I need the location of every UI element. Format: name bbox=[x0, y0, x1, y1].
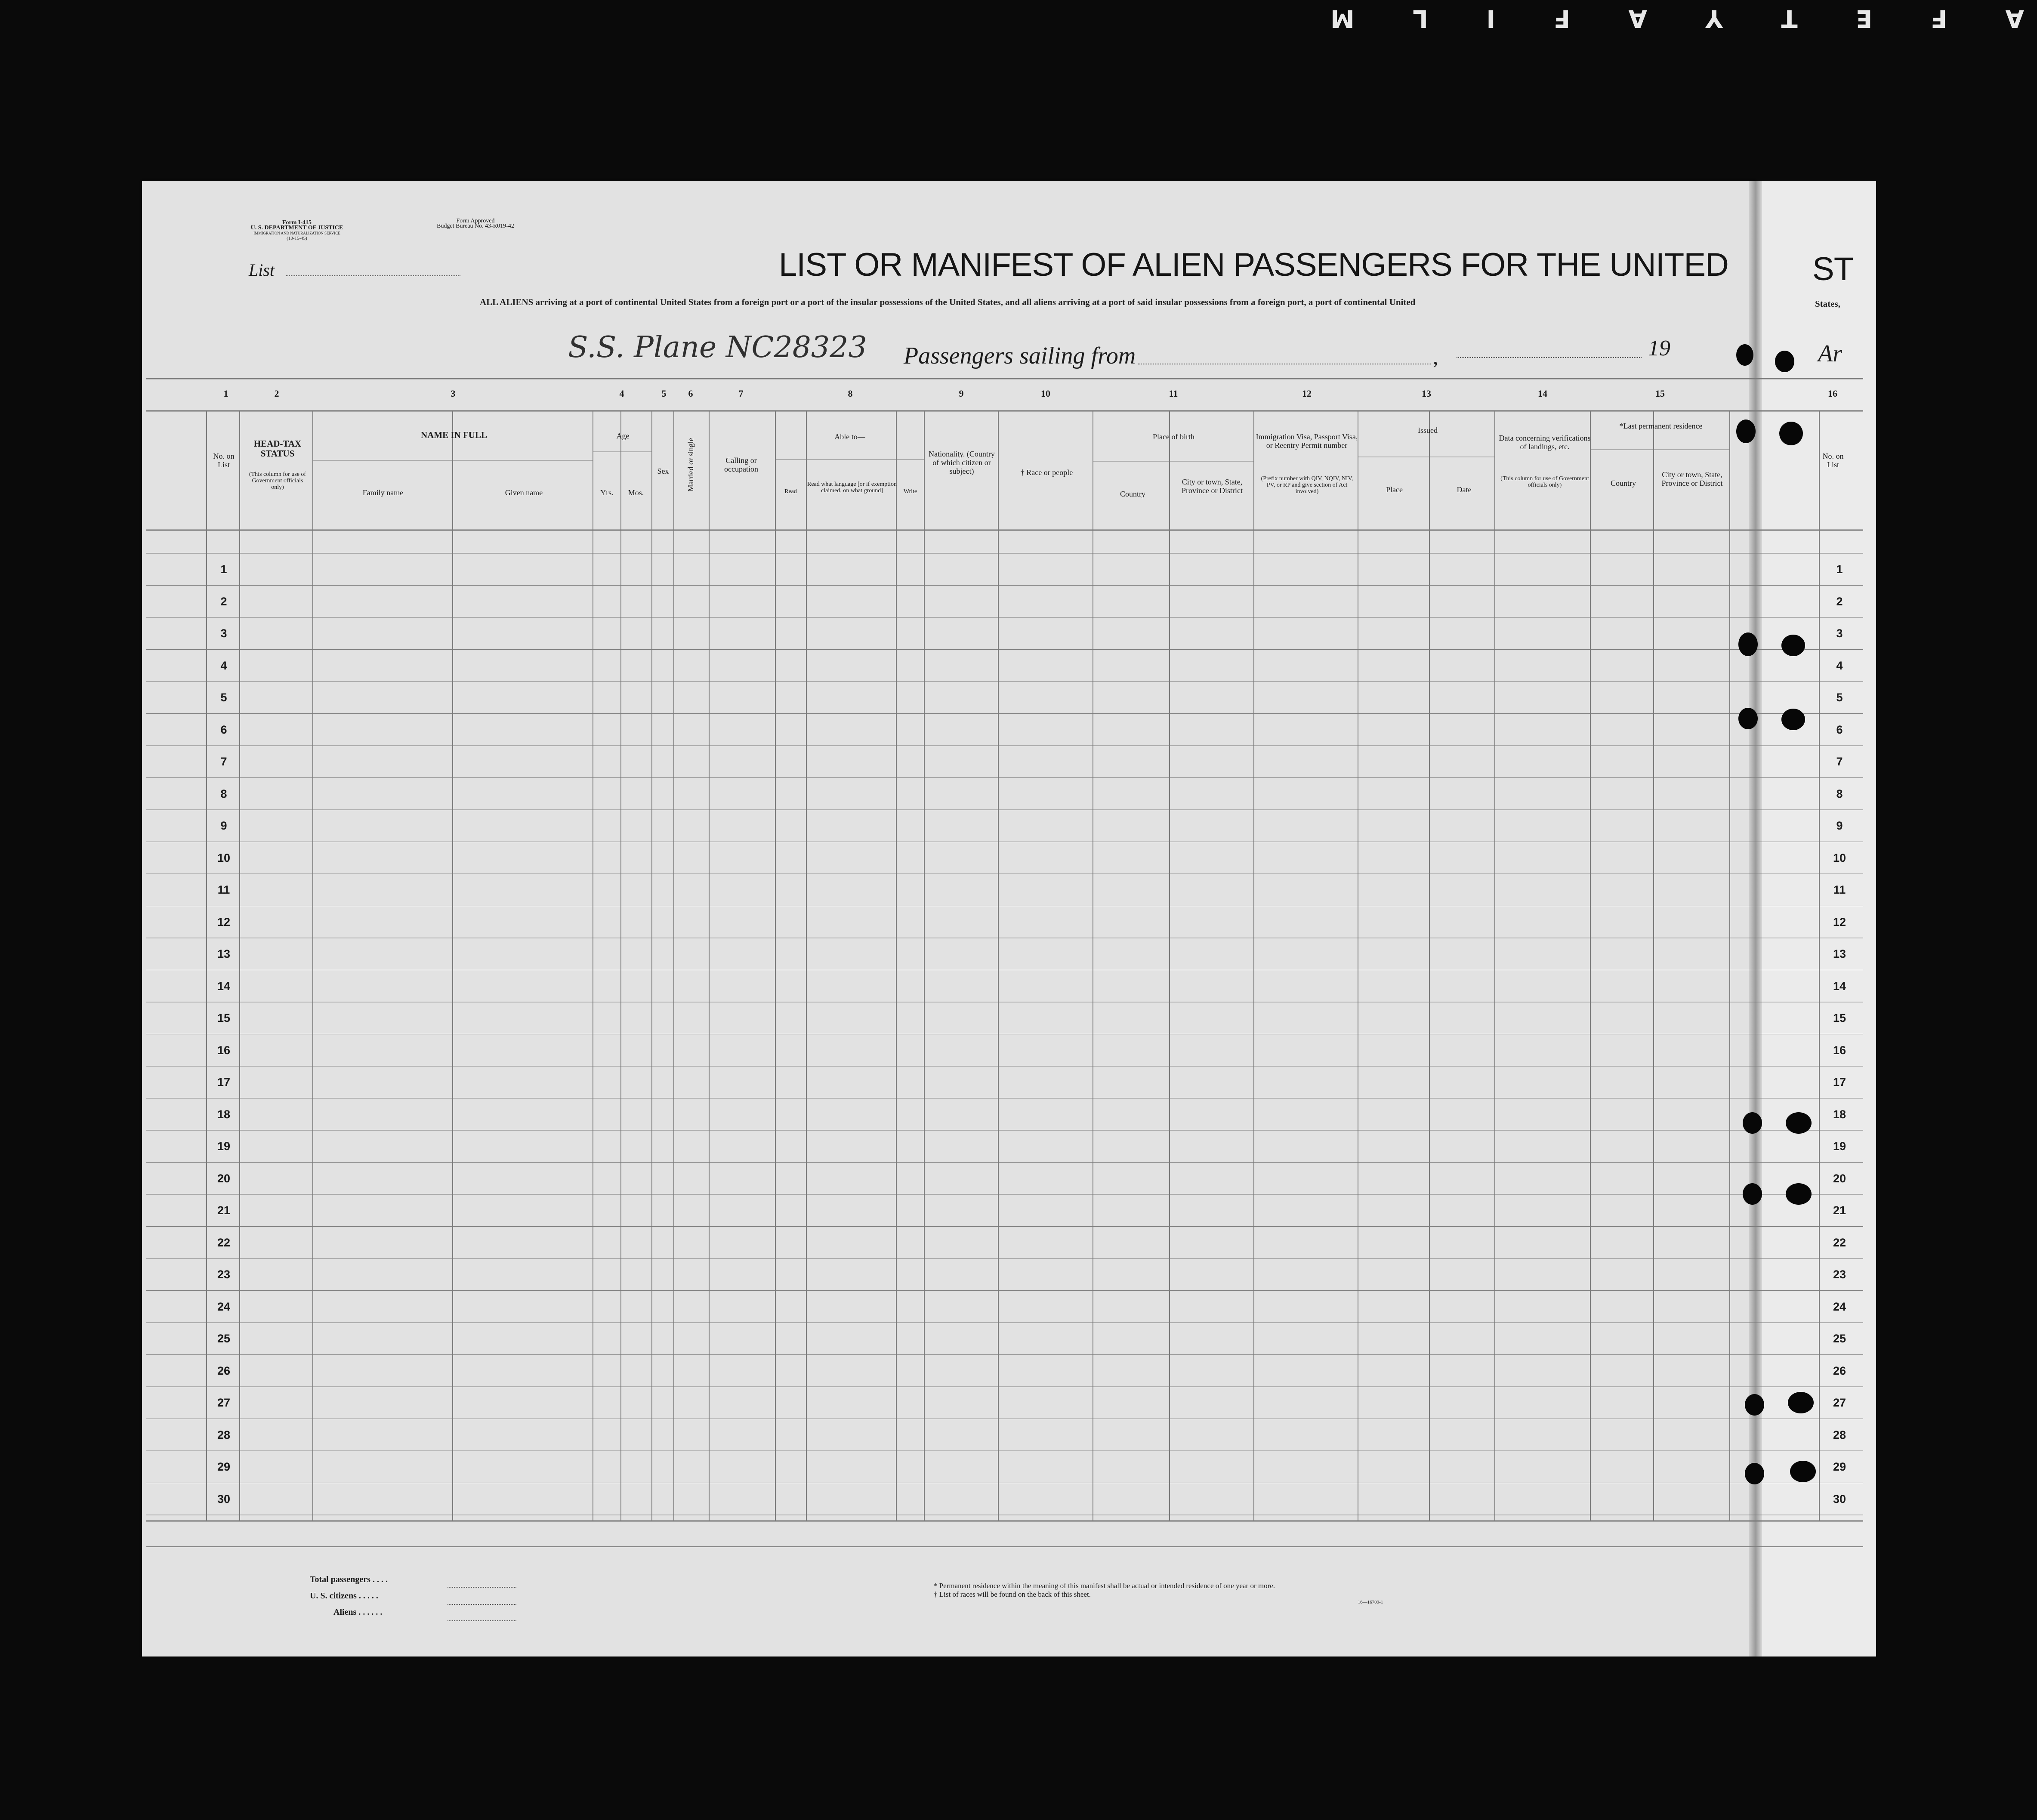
row-number: 8 bbox=[220, 787, 227, 800]
column-number: 4 bbox=[619, 388, 624, 399]
row-number: 28 bbox=[217, 1428, 231, 1441]
header-birth-country: Country bbox=[1120, 490, 1145, 498]
row-number: 2 bbox=[1836, 595, 1843, 608]
row-number: 19 bbox=[217, 1140, 231, 1153]
row-number: 17 bbox=[217, 1076, 231, 1089]
punch-hole bbox=[1781, 709, 1805, 730]
punch-hole bbox=[1738, 708, 1758, 729]
header-issued: Issued bbox=[1418, 426, 1438, 435]
column-number: 8 bbox=[848, 388, 853, 399]
header-yrs: Yrs. bbox=[600, 488, 614, 497]
subtitle: ALL ALIENS arriving at a port of continental United States from a foreign port or a port of the insular possessions of the United States, and all aliens arriving at a port of said insular possessions from a foreign port, a port of continental United bbox=[480, 297, 1416, 307]
column-number: 12 bbox=[1302, 388, 1312, 399]
subtitle-continuation: States, bbox=[1815, 299, 1840, 309]
header-res-country: Country bbox=[1610, 479, 1636, 487]
column-number: 3 bbox=[451, 388, 456, 399]
punch-hole bbox=[1781, 635, 1805, 656]
row-number: 29 bbox=[1833, 1460, 1846, 1473]
header-issued-date: Date bbox=[1457, 485, 1472, 494]
column-number: 10 bbox=[1041, 388, 1050, 399]
page-title-continuation: ST bbox=[1812, 251, 1854, 287]
aliens-label: Aliens bbox=[333, 1607, 357, 1617]
header-visa: Immigration Visa, Passport Visa, or Reentry Permit number bbox=[1256, 432, 1358, 450]
punch-hole bbox=[1786, 1183, 1812, 1205]
us-citizens-label: U. S. citizens bbox=[310, 1591, 357, 1601]
punch-hole bbox=[1743, 1183, 1762, 1205]
row-number: 10 bbox=[1833, 851, 1846, 864]
row-number: 29 bbox=[217, 1460, 231, 1473]
row-number: 23 bbox=[1833, 1268, 1846, 1281]
header-birth-city: City or town, State, Province or District bbox=[1182, 478, 1243, 495]
header-head-tax-note: (This column for use of Government officials only) bbox=[249, 471, 306, 490]
header-read-language: Read what language [or if exemption claimed, on what ground] bbox=[807, 481, 897, 494]
row-number: 9 bbox=[1836, 819, 1843, 832]
row-number: 5 bbox=[1836, 691, 1843, 704]
total-passengers-label: Total passengers bbox=[310, 1575, 370, 1584]
sailing-from-label: Passengers sailing from bbox=[904, 342, 1136, 369]
punch-hole bbox=[1745, 1394, 1764, 1416]
column-number: 15 bbox=[1655, 388, 1665, 399]
row-number: 4 bbox=[1836, 659, 1843, 672]
service-name: IMMIGRATION AND NATURALIZATION SERVICE bbox=[253, 231, 340, 235]
header-res-city: City or town, State, Province or District bbox=[1661, 470, 1723, 487]
header-calling: Calling or occupation bbox=[724, 456, 758, 473]
row-number: 14 bbox=[1833, 979, 1846, 993]
row-number: 3 bbox=[220, 627, 227, 640]
row-number: 22 bbox=[217, 1236, 231, 1249]
header-name-in-full: NAME IN FULL bbox=[420, 430, 487, 440]
list-label: List bbox=[249, 260, 275, 280]
row-number: 7 bbox=[1836, 755, 1843, 768]
row-number: 21 bbox=[1833, 1204, 1846, 1217]
row-number: 2 bbox=[220, 595, 227, 608]
row-number: 21 bbox=[217, 1204, 231, 1217]
header-read: Read bbox=[784, 488, 797, 495]
column-number: 11 bbox=[1169, 388, 1178, 399]
sailing-date-field[interactable] bbox=[1457, 357, 1642, 358]
punch-hole bbox=[1738, 632, 1758, 656]
punch-hole bbox=[1790, 1461, 1816, 1482]
row-number: 4 bbox=[220, 659, 227, 672]
row-number: 1 bbox=[220, 563, 227, 576]
header-married: Married or single bbox=[686, 438, 695, 492]
row-number: 18 bbox=[1833, 1107, 1846, 1121]
row-number: 5 bbox=[220, 691, 227, 704]
row-number: 1 bbox=[1836, 563, 1843, 576]
row-number: 25 bbox=[1833, 1332, 1846, 1345]
row-number: 23 bbox=[217, 1268, 231, 1281]
footnote-residence: * Permanent residence within the meaning of this manifest shall be actual or intended residence of one year or more. bbox=[934, 1582, 1275, 1590]
header-able-to: Able to— bbox=[834, 432, 865, 441]
header-head-tax: HEAD-TAX STATUS bbox=[253, 438, 302, 459]
row-number: 7 bbox=[220, 755, 227, 768]
row-number: 13 bbox=[217, 947, 231, 960]
row-number: 17 bbox=[1833, 1076, 1846, 1089]
row-number: 27 bbox=[1833, 1396, 1846, 1409]
year-label: 19 bbox=[1648, 336, 1670, 361]
punch-hole bbox=[1788, 1392, 1814, 1413]
row-number: 19 bbox=[1833, 1140, 1846, 1153]
row-number: 12 bbox=[217, 915, 231, 929]
row-number: 16 bbox=[1833, 1043, 1846, 1057]
row-number: 24 bbox=[217, 1300, 231, 1313]
row-number: 6 bbox=[1836, 723, 1843, 736]
vessel-name[interactable]: S.S. Plane NC28323 bbox=[568, 330, 867, 364]
row-number: 6 bbox=[220, 723, 227, 736]
header-no-on-list-right: No. on List bbox=[1822, 452, 1844, 469]
column-number: 13 bbox=[1422, 388, 1431, 399]
row-number: 10 bbox=[217, 851, 231, 864]
punch-hole bbox=[1736, 420, 1756, 443]
row-number: 26 bbox=[217, 1364, 231, 1377]
print-code: 16—16709-1 bbox=[1358, 1600, 1383, 1605]
column-number: 6 bbox=[688, 388, 693, 399]
header-given-name: Given name bbox=[505, 488, 543, 497]
header-nationality: Nationality. (Country of which citizen or subject) bbox=[929, 450, 995, 475]
header-place-of-birth: Place of birth bbox=[1153, 432, 1194, 441]
us-citizens-field[interactable] bbox=[448, 1604, 516, 1605]
punch-hole bbox=[1743, 1112, 1762, 1134]
row-number: 27 bbox=[217, 1396, 231, 1409]
punch-hole bbox=[1745, 1463, 1764, 1484]
header-visa-note: (Prefix number with QIV, NQIV, NIV, PV, or RP and give section of Act involved) bbox=[1261, 475, 1353, 495]
footnote-races: † List of races will be found on the back of this sheet. bbox=[934, 1590, 1091, 1598]
row-number: 18 bbox=[217, 1107, 231, 1121]
header-issued-place: Place bbox=[1386, 485, 1403, 494]
row-number: 28 bbox=[1833, 1428, 1846, 1441]
row-number: 15 bbox=[217, 1012, 231, 1024]
form-number: Form I-415 bbox=[282, 219, 312, 226]
punch-hole bbox=[1775, 351, 1794, 372]
header-family-name: Family name bbox=[362, 488, 404, 497]
filmstrip-edge: A F E T Y A F I L M bbox=[1306, 4, 2024, 32]
row-number: 24 bbox=[1833, 1300, 1846, 1313]
header-landings-note: (This column for use of Government officials only) bbox=[1500, 475, 1589, 488]
arriving-label-partial: Ar bbox=[1818, 340, 1842, 367]
budget-number: Budget Bureau No. 43-R019-42 bbox=[437, 223, 514, 229]
row-number: 12 bbox=[1833, 915, 1846, 929]
header-write: Write bbox=[903, 488, 917, 495]
form-date: (10-15-45) bbox=[287, 236, 307, 241]
column-number: 7 bbox=[738, 388, 744, 399]
row-number: 15 bbox=[1833, 1012, 1846, 1024]
column-number: 2 bbox=[274, 388, 279, 399]
column-number: 16 bbox=[1828, 388, 1837, 399]
punch-hole bbox=[1736, 344, 1753, 366]
list-field[interactable] bbox=[286, 275, 460, 276]
row-number: 11 bbox=[217, 883, 230, 896]
row-number: 26 bbox=[1833, 1364, 1846, 1377]
header-no-on-list: No. on List bbox=[213, 452, 235, 469]
row-number: 20 bbox=[217, 1172, 231, 1185]
total-passengers-field[interactable] bbox=[448, 1587, 516, 1588]
header-last-residence: *Last permanent residence bbox=[1619, 422, 1703, 430]
column-number: 1 bbox=[223, 388, 228, 399]
row-number: 25 bbox=[217, 1332, 231, 1345]
header-sex: Sex bbox=[657, 467, 669, 475]
row-number: 22 bbox=[1833, 1236, 1846, 1249]
header-age: Age bbox=[616, 432, 630, 440]
punch-hole bbox=[1786, 1112, 1812, 1134]
header-landings: Data concerning verifications of landings, etc. bbox=[1499, 434, 1591, 451]
row-number: 20 bbox=[1833, 1172, 1846, 1185]
row-number: 8 bbox=[1836, 787, 1843, 800]
row-number: 13 bbox=[1833, 947, 1846, 960]
column-number: 14 bbox=[1538, 388, 1547, 399]
form-approved: Form Approved bbox=[456, 218, 495, 224]
row-number: 16 bbox=[217, 1043, 231, 1057]
punch-hole bbox=[1779, 422, 1803, 445]
row-number: 30 bbox=[1833, 1492, 1846, 1505]
department-name: U. S. DEPARTMENT OF JUSTICE bbox=[250, 225, 343, 231]
row-number: 14 bbox=[217, 979, 231, 993]
row-number: 9 bbox=[220, 819, 227, 832]
aliens-field[interactable] bbox=[448, 1620, 516, 1621]
row-number: 3 bbox=[1836, 627, 1843, 640]
header-mos: Mos. bbox=[628, 488, 644, 497]
row-number: 11 bbox=[1833, 883, 1846, 896]
column-number: 5 bbox=[661, 388, 667, 399]
page-title: LIST OR MANIFEST OF ALIEN PASSENGERS FOR THE UNITED bbox=[779, 247, 1728, 283]
header-race: † Race or people bbox=[1020, 468, 1073, 477]
row-number: 30 bbox=[217, 1492, 231, 1505]
column-number: 9 bbox=[959, 388, 964, 399]
